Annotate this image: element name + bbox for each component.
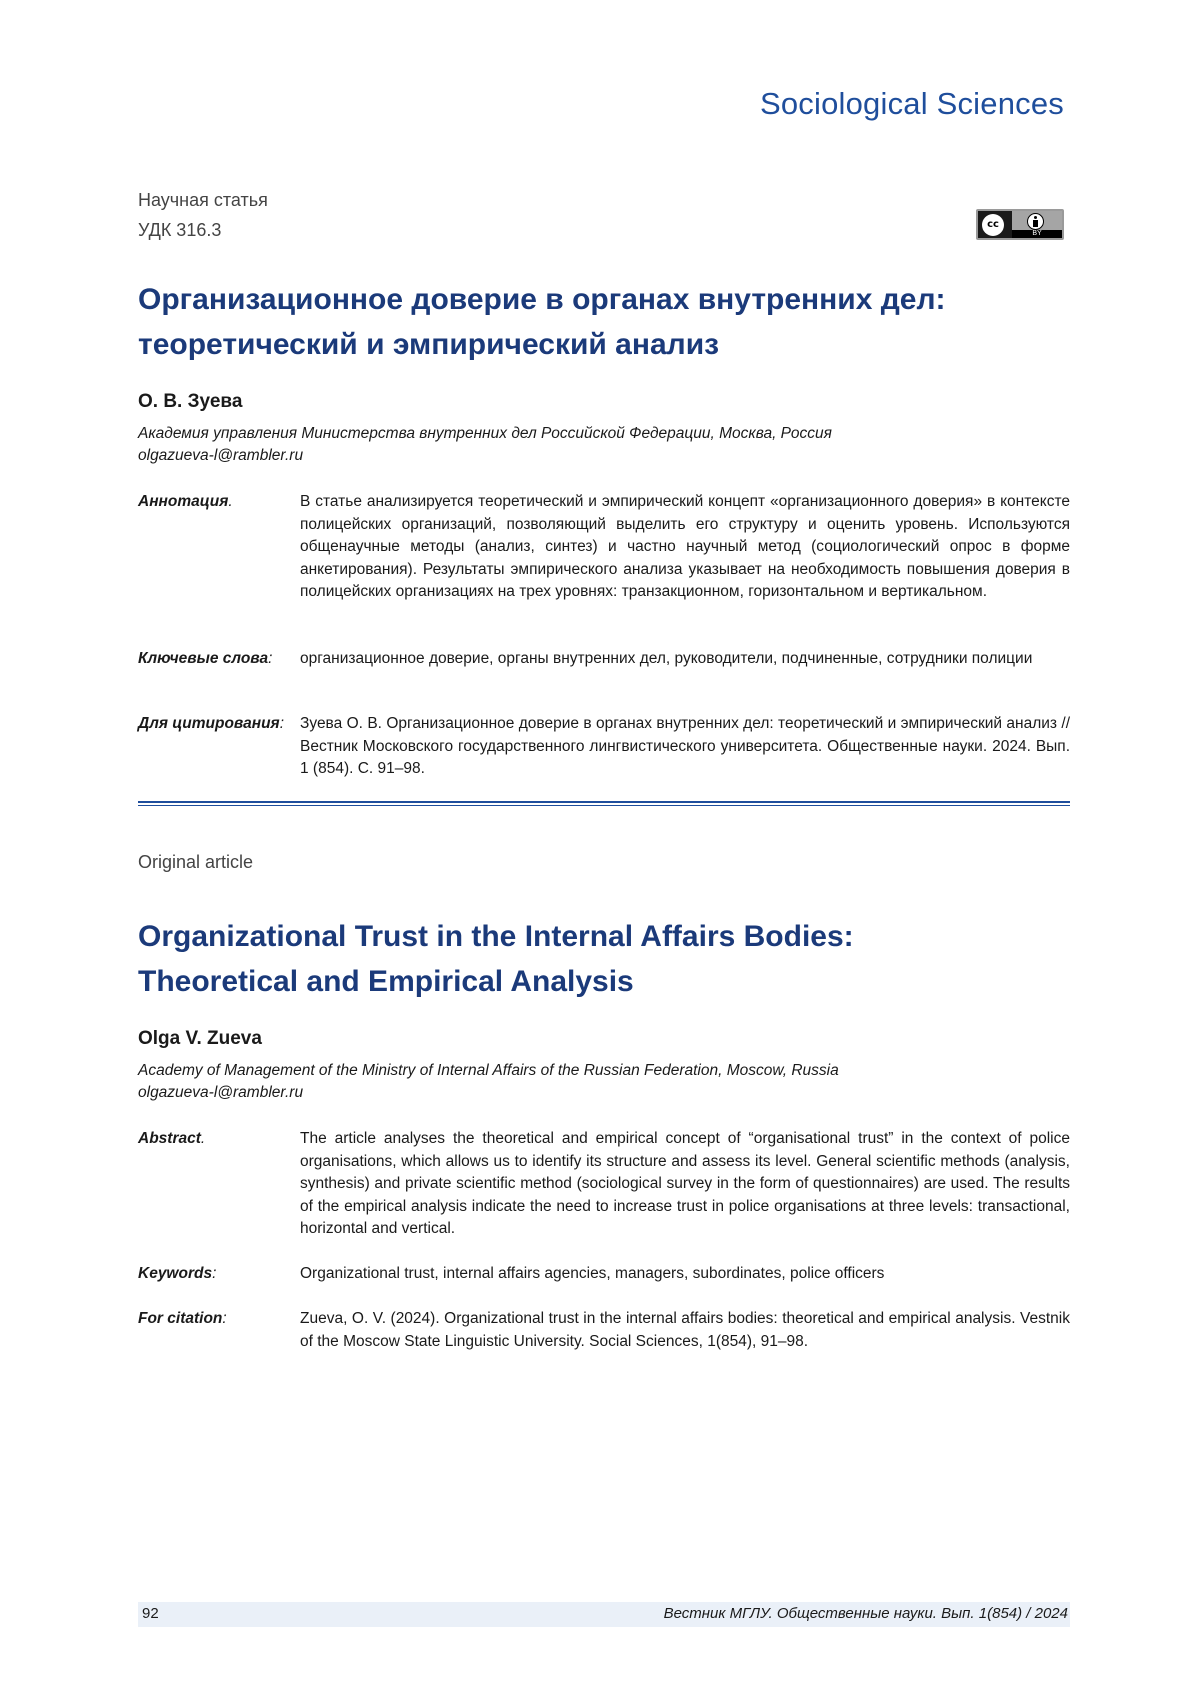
- article-type-ru: Научная статья: [138, 190, 268, 211]
- citation-ru-text: Зуева О. В. Организационное доверие в органах внутренних дел: теоретический и эмпирический анализ // Вестник Московского государственного лингвистического университета. Общественные науки. 2024. Вып. 1 (854). С. 91–98.: [300, 713, 1070, 781]
- section-title: Sociological Sciences: [760, 86, 1064, 122]
- citation-ru-label: Для цитирования:: [138, 713, 284, 736]
- article-type-en: Original article: [138, 852, 253, 873]
- udc-code: УДК 316.3: [138, 220, 221, 241]
- affiliation-ru-block: [138, 423, 1078, 467]
- article-title-en: [138, 914, 1078, 1004]
- keywords-ru: [138, 648, 1070, 671]
- creative-commons-icon: cc: [982, 214, 1004, 236]
- by-label: BY: [1012, 230, 1062, 238]
- email-ru[interactable]: olgazueva-l@rambler.ru: [138, 445, 1078, 467]
- abstract-en-text: The article analyses the theoretical and empirical concept of “organisational trust” in the context of police organisations, which allows us to identify its structure and assess its level. General scientific methods (analysis, synthesis) and private scientific method (sociological survey in the form of questionnaires) are used. The results of the empirical analysis indicate the need to increase trust in police organisations at three levels: transactional, horizontal and vertical.: [300, 1128, 1070, 1241]
- title-ru-line2: теоретический и эмпирический анализ: [138, 322, 1078, 367]
- page-number: 92: [142, 1605, 159, 1622]
- title-en-line1: Organizational Trust in the Internal Affairs Bodies:: [138, 914, 1078, 959]
- person-icon: [1027, 213, 1044, 230]
- email-en[interactable]: olgazueva-l@rambler.ru: [138, 1082, 1078, 1104]
- keywords-en-label: Keywords:: [138, 1263, 216, 1286]
- title-ru-line1: Организационное доверие в органах внутренних дел:: [138, 277, 1078, 322]
- keywords-en: [138, 1263, 1070, 1286]
- affiliation-en-block: [138, 1060, 1078, 1104]
- keywords-en-text: Organizational trust, internal affairs agencies, managers, subordinates, police officers: [300, 1263, 1070, 1286]
- cc-by-license-icon[interactable]: [976, 209, 1064, 240]
- citation-en: [138, 1308, 1070, 1353]
- attribution-icon: [1012, 211, 1062, 238]
- abstract-ru: [138, 491, 1070, 604]
- abstract-en-label: Abstract.: [138, 1128, 205, 1151]
- author-ru: О. В. Зуева: [138, 391, 242, 413]
- citation-ru: [138, 713, 1070, 781]
- affiliation-ru: Академия управления Министерства внутренних дел Российской Федерации, Москва, Россия: [138, 423, 1078, 445]
- author-en: Olga V. Zueva: [138, 1028, 262, 1050]
- keywords-ru-label: Ключевые слова:: [138, 648, 272, 671]
- affiliation-en: Academy of Management of the Ministry of Internal Affairs of the Russian Federation, Moscow, Russia: [138, 1060, 1078, 1082]
- page-footer: [138, 1602, 1070, 1627]
- abstract-ru-label: Аннотация.: [138, 491, 233, 514]
- keywords-ru-text: организационное доверие, органы внутренних дел, руководители, подчиненные, сотрудники полиции: [300, 648, 1070, 671]
- journal-reference: Вестник МГЛУ. Общественные науки. Вып. 1(854) / 2024: [664, 1605, 1068, 1622]
- article-title-ru: [138, 277, 1078, 367]
- citation-en-text: Zueva, O. V. (2024). Organizational trust in the internal affairs bodies: theoretical and empirical analysis. Vestnik of the Moscow State Linguistic University. Social Sciences, 1(854), 91–98.: [300, 1308, 1070, 1353]
- abstract-en: [138, 1128, 1070, 1241]
- title-en-line2: Theoretical and Empirical Analysis: [138, 959, 1078, 1004]
- section-divider: [138, 801, 1070, 806]
- citation-en-label: For citation:: [138, 1308, 227, 1331]
- abstract-ru-text: В статье анализируется теоретический и эмпирический концепт «организационного доверия» в контексте полицейских организаций, позволяющий выделить его структуру и оценить уровень. Используются общенаучные методы (анализ, синтез) и частно научный метод (социологический опрос в форме анкетирования). Результаты эмпирического анализа указывает на необходимость повышения доверия в полицейских организациях на трех уровнях: транзакционном, горизонтальном и вертикальном.: [300, 491, 1070, 604]
